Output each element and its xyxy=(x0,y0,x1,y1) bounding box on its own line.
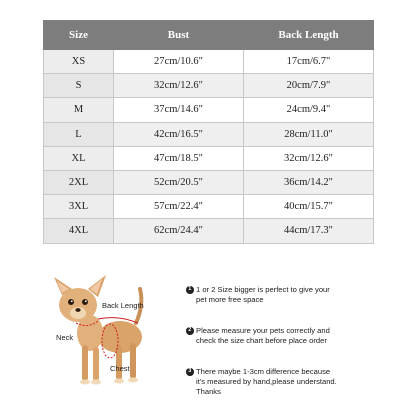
header-size: Size xyxy=(44,21,114,50)
number-three-icon: 3 xyxy=(186,368,194,376)
chest-label: Chest xyxy=(110,364,130,373)
cell-bust: 37cm/14.6" xyxy=(114,98,244,122)
cell-bust: 52cm/20.5" xyxy=(114,170,244,194)
table-row xyxy=(44,74,374,98)
table-row xyxy=(44,170,374,194)
table-row xyxy=(44,219,374,243)
header-back-length: Back Length xyxy=(244,21,374,50)
table-row xyxy=(44,50,374,74)
dog-measurement-diagram xyxy=(40,275,165,395)
cell-back-length: 32cm/12.6" xyxy=(244,146,374,170)
cell-back-length: 24cm/9.4" xyxy=(244,98,374,122)
cell-bust: 57cm/22.4" xyxy=(114,195,244,219)
cell-size: 3XL xyxy=(44,195,114,219)
note-item xyxy=(186,367,382,395)
neck-label: Neck xyxy=(56,333,74,342)
cell-size: S xyxy=(44,74,114,98)
cell-size: 4XL xyxy=(44,219,114,243)
note-line: Please measure your pets correctly and xyxy=(196,326,330,335)
number-one-icon: 1 xyxy=(186,286,194,294)
cell-bust: 42cm/16.5" xyxy=(114,122,244,146)
table-row xyxy=(44,98,374,122)
cell-back-length: 36cm/14.2" xyxy=(244,170,374,194)
cell-back-length: 44cm/17.3" xyxy=(244,219,374,243)
table-row xyxy=(44,122,374,146)
cell-size: 2XL xyxy=(44,170,114,194)
size-chart-table xyxy=(43,20,374,244)
cell-bust: 32cm/12.6" xyxy=(114,74,244,98)
note-line: 1 or 2 Size bigger is perfect to give your xyxy=(196,285,330,294)
note-line: pet more free space xyxy=(196,295,264,305)
cell-bust: 62cm/24.4" xyxy=(114,219,244,243)
table-header-row xyxy=(44,21,374,50)
cell-back-length: 40cm/15.7" xyxy=(244,195,374,219)
cell-bust: 47cm/18.5" xyxy=(114,146,244,170)
header-bust: Bust xyxy=(114,21,244,50)
cell-size: XS xyxy=(44,50,114,74)
note-line: Thanks xyxy=(196,387,221,397)
note-line: There maybe 1-3cm difference because xyxy=(196,367,331,376)
number-two-icon: 2 xyxy=(186,327,194,335)
cell-size: M xyxy=(44,98,114,122)
back-length-label: Back Length xyxy=(102,301,144,310)
note-item xyxy=(186,285,382,313)
cell-size: L xyxy=(44,122,114,146)
table-row xyxy=(44,195,374,219)
note-line: it's measured by hand,please understand. xyxy=(196,377,337,387)
cell-back-length: 17cm/6.7" xyxy=(244,50,374,74)
table-row xyxy=(44,146,374,170)
cell-size: XL xyxy=(44,146,114,170)
cell-back-length: 28cm/11.0" xyxy=(244,122,374,146)
cell-bust: 27cm/10.6" xyxy=(114,50,244,74)
size-notes xyxy=(186,285,382,408)
note-item xyxy=(186,326,382,354)
cell-back-length: 20cm/7.9" xyxy=(244,74,374,98)
note-line: check the size chart before place order xyxy=(196,336,327,346)
